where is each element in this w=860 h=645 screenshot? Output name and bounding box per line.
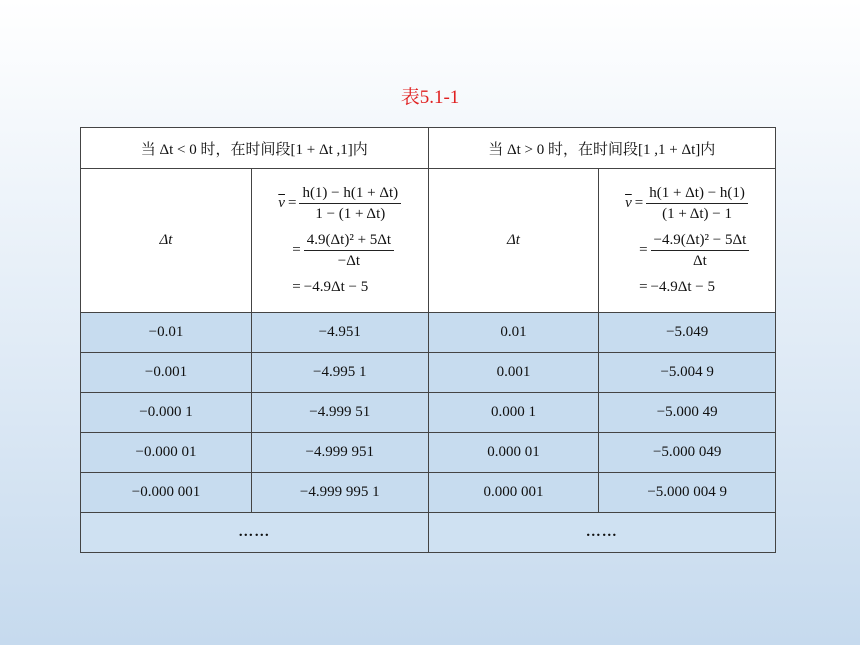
ellipsis-left: …… [81, 513, 429, 553]
cell-v-left: −4.999 995 1 [251, 473, 428, 513]
formula-left: $\overline{v}$ = $\frac{h(1) - h(1 + \Delta t)}{1 - (1 + \Delta t)}$ = $\frac{\text{4.9(Δt)² + 5Δt}}{-\Delta t}$ = −4.9Δt − 5 [251, 169, 428, 313]
cell-v-left: −4.999 51 [251, 393, 428, 433]
cell-dt-neg: −0.000 1 [81, 393, 252, 433]
cell-dt-pos: 0.001 [428, 353, 599, 393]
ellipsis-right: …… [428, 513, 775, 553]
header-right: 当 Δt > 0 时，在时间段[1 ,1 + Δt]内 [428, 128, 775, 169]
table-row [81, 433, 776, 473]
cell-v-left: −4.951 [251, 313, 428, 353]
cell-v-left: −4.999 951 [251, 433, 428, 473]
cell-v-right: −5.004 9 [599, 353, 776, 393]
cell-dt-neg: −0.000 001 [81, 473, 252, 513]
formula-right: $\overline{v}$ = $\frac{h(1 + \Delta t) - h(1)}{(1 + \Delta t) - 1}$ = $\frac{\text{−4.9(Δt)² − 5Δt}}{\Delta t}$ = −4.9Δt − 5 [599, 169, 776, 313]
cell-dt-pos: 0.000 1 [428, 393, 599, 433]
cell-dt-pos: 0.000 01 [428, 433, 599, 473]
cell-v-right: −5.049 [599, 313, 776, 353]
cell-v-right: −5.000 004 9 [599, 473, 776, 513]
header-left: 当 Δt < 0 时，在时间段[1 + Δt ,1]内 [81, 128, 429, 169]
ellipsis-row [81, 513, 776, 553]
cell-dt-neg: −0.01 [81, 313, 252, 353]
cell-v-right: −5.000 049 [599, 433, 776, 473]
dt-label-right: Δt [428, 169, 599, 313]
table-row [81, 473, 776, 513]
cell-v-left: −4.995 1 [251, 353, 428, 393]
cell-dt-neg: −0.000 01 [81, 433, 252, 473]
table-header-row [81, 128, 776, 169]
table-caption: 表5.1-1 [400, 87, 460, 108]
table-row [81, 353, 776, 393]
cell-dt-neg: −0.001 [81, 353, 252, 393]
table-row [81, 313, 776, 353]
cell-dt-pos: 0.01 [428, 313, 599, 353]
cell-dt-pos: 0.000 001 [428, 473, 599, 513]
formula-row [81, 169, 776, 313]
dt-label-left: Δt [81, 169, 252, 313]
table-row [81, 393, 776, 433]
cell-v-right: −5.000 49 [599, 393, 776, 433]
velocity-table [80, 127, 776, 553]
